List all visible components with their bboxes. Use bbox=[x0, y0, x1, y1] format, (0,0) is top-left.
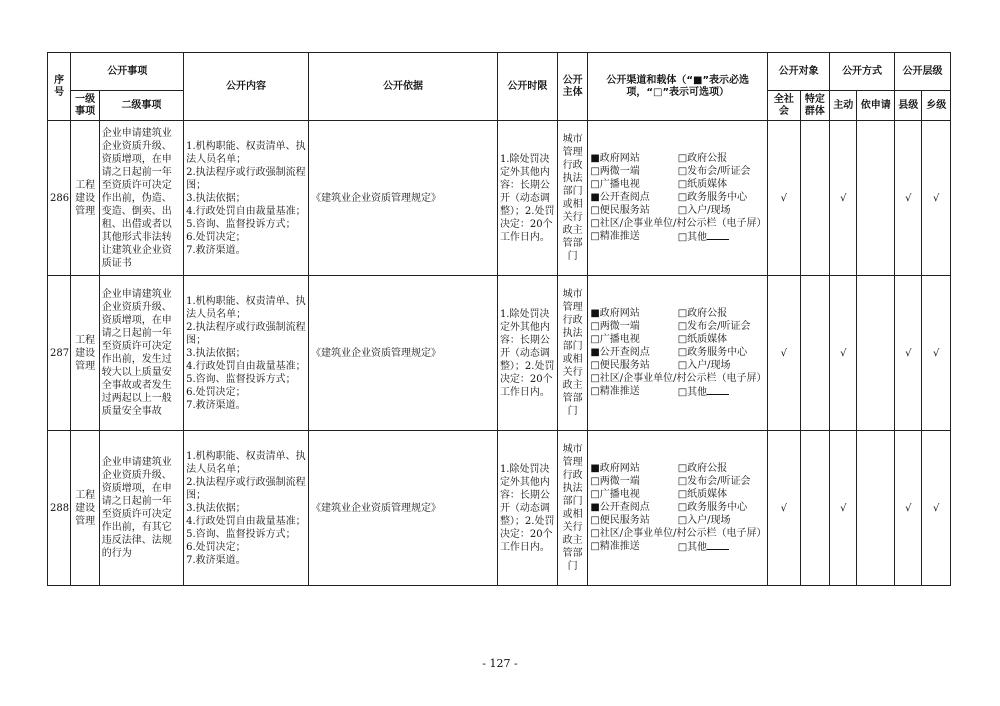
content-line: 3.执法依据； bbox=[186, 347, 246, 359]
on-request-mark bbox=[857, 276, 895, 431]
county-mark: √ bbox=[895, 276, 922, 431]
content-line: 1.机构职能、权责清单、执法人员名单； bbox=[186, 140, 306, 165]
basis: 《建筑业企业资质管理规定》 bbox=[309, 431, 498, 586]
content-line: 7.救济渠道。 bbox=[186, 399, 246, 411]
blank-line bbox=[707, 230, 729, 240]
level2-item: 企业申请建筑业企业资质升级、资质增项，在申请之日起前一年至资质许可决定作出前，发生过较大以上质量安全事故或者发生过两起以上一般质量安全事故 bbox=[99, 276, 183, 431]
channel-hearing: □发布会/听证会 bbox=[677, 166, 751, 177]
header-channels: 公开渠道和载体（“■”表示必选项，“□”表示可选项） bbox=[588, 53, 768, 121]
channel-reading-point: ■公开查阅点 bbox=[590, 347, 650, 358]
channel-convenience-station: □便民服务站 bbox=[590, 205, 650, 216]
channel-other bbox=[678, 230, 765, 244]
content-line: 3.执法依据； bbox=[186, 502, 246, 514]
timelimit: 1.除处罚决定外其他内容：长期公开（动态调整）；2.处罚决定：20个工作日内。 bbox=[497, 276, 557, 431]
header-specific: 特定群体 bbox=[800, 91, 829, 121]
active-mark: √ bbox=[830, 276, 857, 431]
channel-other bbox=[678, 540, 765, 554]
content-line: 2.执法程序或行政强制流程图； bbox=[186, 476, 306, 501]
content-line: 6.处罚决定； bbox=[186, 386, 246, 398]
channel-reading-point: ■公开查阅点 bbox=[590, 192, 650, 203]
row-number: 286 bbox=[48, 121, 71, 276]
channel-service-center: □政务服务中心 bbox=[677, 502, 748, 513]
channel-hearing: □发布会/听证会 bbox=[677, 321, 751, 332]
header-basis: 公开依据 bbox=[309, 53, 498, 121]
header-active: 主动 bbox=[830, 91, 857, 121]
timelimit: 1.除处罚决定外其他内容：长期公开（动态调整）；2.处罚决定：20个工作日内。 bbox=[497, 121, 557, 276]
channel-paper-media: □纸质媒体 bbox=[677, 179, 728, 190]
channel-paper-media: □纸质媒体 bbox=[677, 489, 728, 500]
basis: 《建筑业企业资质管理规定》 bbox=[309, 121, 498, 276]
content-line: 1.机构职能、权责清单、执法人员名单； bbox=[186, 450, 306, 475]
disclosure-table bbox=[47, 52, 951, 586]
basis: 《建筑业企业资质管理规定》 bbox=[309, 276, 498, 431]
channel-gov-website: ■政府网站 bbox=[590, 463, 640, 474]
channel-precise-push: □精准推送 bbox=[590, 386, 640, 397]
content-line: 4.行政处罚自由裁量基准； bbox=[186, 205, 306, 217]
channel-two-micro: □两微一端 bbox=[590, 166, 640, 177]
row-number: 288 bbox=[48, 431, 71, 586]
channel-door-to-door: □入户/现场 bbox=[677, 360, 731, 371]
channel-precise-push: □精准推送 bbox=[590, 231, 640, 242]
content-line: 4.行政处罚自由裁量基准； bbox=[186, 515, 306, 527]
level1-item: 工程建设管理 bbox=[71, 121, 99, 276]
channel-service-center: □政务服务中心 bbox=[677, 347, 748, 358]
channel-gov-website: ■政府网站 bbox=[590, 308, 640, 319]
header-all-society: 全社会 bbox=[768, 91, 801, 121]
township-mark: √ bbox=[922, 276, 951, 431]
channel-convenience-station: □便民服务站 bbox=[590, 360, 650, 371]
content-line: 6.处罚决定； bbox=[186, 231, 246, 243]
header-level2: 二级事项 bbox=[99, 91, 183, 121]
subject: 城市管理行政执法部门或相关行政主管部门 bbox=[557, 276, 587, 431]
channels-list bbox=[588, 431, 768, 586]
channel-door-to-door: □入户/现场 bbox=[677, 515, 731, 526]
level1-item: 工程建设管理 bbox=[71, 431, 99, 586]
content-line: 3.执法依据； bbox=[186, 192, 246, 204]
header-content: 公开内容 bbox=[184, 53, 309, 121]
table-row bbox=[48, 276, 951, 431]
channel-convenience-station: □便民服务站 bbox=[590, 515, 650, 526]
on-request-mark bbox=[857, 431, 895, 586]
content-list bbox=[184, 276, 309, 431]
channel-gov-website: ■政府网站 bbox=[590, 153, 640, 164]
channel-broadcast: □广播电视 bbox=[590, 489, 640, 500]
table-row bbox=[48, 121, 951, 276]
channel-two-micro: □两微一端 bbox=[590, 321, 640, 332]
channel-other bbox=[678, 385, 765, 399]
county-mark: √ bbox=[895, 121, 922, 276]
header-level-group: 公开层级 bbox=[895, 53, 951, 91]
channel-two-micro: □两微一端 bbox=[590, 476, 640, 487]
header-township: 乡级 bbox=[922, 91, 951, 121]
row-number: 287 bbox=[48, 276, 71, 431]
content-line: 7.救济渠道。 bbox=[186, 554, 246, 566]
content-line: 1.机构职能、权责清单、执法人员名单； bbox=[186, 295, 306, 320]
channel-gov-gazette: □政府公报 bbox=[677, 463, 728, 474]
channel-community-board: □社区/企事业单位/村公示栏（电子屏） bbox=[590, 373, 767, 384]
header-items-group: 公开事项 bbox=[71, 53, 184, 91]
content-list bbox=[184, 431, 309, 586]
channel-door-to-door: □入户/现场 bbox=[677, 205, 731, 216]
channel-gov-gazette: □政府公报 bbox=[677, 153, 728, 164]
specific-mark bbox=[800, 276, 829, 431]
channel-other-label: □其他 bbox=[677, 542, 708, 553]
all-society-mark: √ bbox=[768, 276, 801, 431]
header-level1: 一级事项 bbox=[71, 91, 99, 121]
blank-line bbox=[707, 540, 729, 550]
township-mark: √ bbox=[922, 121, 951, 276]
channels-list bbox=[588, 121, 768, 276]
channel-broadcast: □广播电视 bbox=[590, 179, 640, 190]
content-line: 7.救济渠道。 bbox=[186, 244, 246, 256]
channel-reading-point: ■公开查阅点 bbox=[590, 502, 650, 513]
level2-item: 企业申请建筑业企业资质升级、资质增项，在申请之日起前一年至资质许可决定作出前，有其它违反法律、法规的行为 bbox=[99, 431, 183, 586]
channel-broadcast: □广播电视 bbox=[590, 334, 640, 345]
table-row bbox=[48, 431, 951, 586]
active-mark: √ bbox=[830, 431, 857, 586]
header-on-request: 依申请 bbox=[857, 91, 895, 121]
content-line: 5.咨询、监督投诉方式； bbox=[186, 373, 296, 385]
on-request-mark bbox=[857, 121, 895, 276]
level1-item: 工程建设管理 bbox=[71, 276, 99, 431]
header-method-group: 公开方式 bbox=[830, 53, 895, 91]
content-list bbox=[184, 121, 309, 276]
channel-community-board: □社区/企事业单位/村公示栏（电子屏） bbox=[590, 528, 767, 539]
content-line: 2.执法程序或行政强制流程图； bbox=[186, 166, 306, 191]
header-subject: 公开主体 bbox=[557, 53, 587, 121]
channel-other-label: □其他 bbox=[677, 232, 708, 243]
subject: 城市管理行政执法部门或相关行政主管部门 bbox=[557, 431, 587, 586]
channel-service-center: □政务服务中心 bbox=[677, 192, 748, 203]
header-seq: 序号 bbox=[48, 53, 71, 121]
content-line: 4.行政处罚自由裁量基准； bbox=[186, 360, 306, 372]
level2-item: 企业申请建筑业企业资质升级、资质增项，在申请之日起前一年至资质许可决定作出前，伪造、变造、倒卖、出租、出借或者以其他形式非法转让建筑业企业资质证书 bbox=[99, 121, 183, 276]
channel-precise-push: □精准推送 bbox=[590, 541, 640, 552]
all-society-mark: √ bbox=[768, 121, 801, 276]
township-mark: √ bbox=[922, 431, 951, 586]
page-number: - 127 - bbox=[482, 657, 518, 670]
content-line: 6.处罚决定； bbox=[186, 541, 246, 553]
channel-hearing: □发布会/听证会 bbox=[677, 476, 751, 487]
channel-gov-gazette: □政府公报 bbox=[677, 308, 728, 319]
channel-community-board: □社区/企事业单位/村公示栏（电子屏） bbox=[590, 218, 767, 229]
content-line: 5.咨询、监督投诉方式； bbox=[186, 528, 296, 540]
channel-other-label: □其他 bbox=[677, 387, 708, 398]
county-mark: √ bbox=[895, 431, 922, 586]
channel-paper-media: □纸质媒体 bbox=[677, 334, 728, 345]
channels-list bbox=[588, 276, 768, 431]
active-mark: √ bbox=[830, 121, 857, 276]
specific-mark bbox=[800, 121, 829, 276]
header-audience-group: 公开对象 bbox=[768, 53, 830, 91]
header-timelimit: 公开时限 bbox=[497, 53, 557, 121]
timelimit: 1.除处罚决定外其他内容：长期公开（动态调整）；2.处罚决定：20个工作日内。 bbox=[497, 431, 557, 586]
content-line: 5.咨询、监督投诉方式； bbox=[186, 218, 296, 230]
header-county: 县级 bbox=[895, 91, 922, 121]
specific-mark bbox=[800, 431, 829, 586]
all-society-mark: √ bbox=[768, 431, 801, 586]
content-line: 2.执法程序或行政强制流程图； bbox=[186, 321, 306, 346]
subject: 城市管理行政执法部门或相关行政主管部门 bbox=[557, 121, 587, 276]
blank-line bbox=[707, 385, 729, 395]
